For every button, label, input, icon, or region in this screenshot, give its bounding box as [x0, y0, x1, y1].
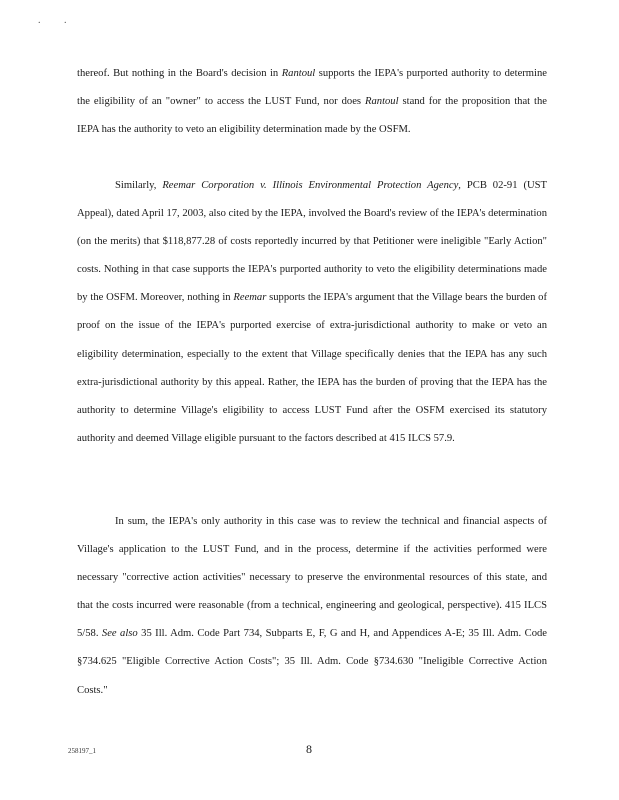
text-segment: In sum, the IEPA's only authority in this case was to review the technical and financial aspects of Village's application to the LUST Fund, and in the process, determine if the activities performed were necessary "corrective action activities" necessary to preserve the environmental resources of this state, and that the costs incurred were reasonable (from a technical, engineering and geological, perspective). 415 ILCS 5/58. [77, 516, 547, 640]
text-segment: stand for the proposition that the IEPA has the authority to veto an eligibility determination made by the OSFM. [77, 96, 547, 136]
paragraph-in-sum [77, 508, 547, 705]
scan-artifact: . [38, 15, 41, 26]
page-number: 8 [306, 742, 312, 756]
italic-citation: Rantoul [281, 68, 316, 79]
text-segment: 35 Ill. Adm. Code Part 734, Subparts E, F, G and H, and Appendices A-E; 35 Ill. Adm. Code §734.625 "Eligible Corrective Action Costs"; 35 Ill. Adm. Code §734.630 "Ineligible Corrective Action Costs." [77, 628, 547, 696]
italic-citation: Rantoul [365, 96, 399, 108]
text-segment: Similarly, [115, 180, 163, 191]
scan-artifact: . [64, 15, 67, 26]
paragraph-rantoul [77, 60, 547, 144]
italic-citation: Reemar [233, 292, 267, 304]
document-id: 258197_1 [68, 747, 96, 755]
text-segment: , PCB 02-91 (UST Appeal), dated April 17, 2003, also cited by the IEPA, involved the Board's review of the IEPA's determination (on the merits) that $118,877.28 of costs reportedly incurred by that Petitioner were ineligible "Early Action" costs. Nothing in that case supports the IEPA's purported authority to veto the eligibility determinations made by the OSFM. Moreover, nothing in [77, 180, 547, 304]
text-segment: supports the IEPA's purported authority to determine the eligibility of an "owner" to access the LUST Fund, nor does [77, 68, 547, 108]
text-segment: supports the IEPA's argument that the Village bears the burden of proof on the issue of the IEPA's purported exercise of extra-jurisdictional authority to make or veto an eligibility determination, especially to the extent that Village specifically denies that the IEPA has any such extra-jurisdictional authority by this appeal. Rather, the IEPA has the burden of proving that the IEPA has the authority to determine Village's eligibility to access LUST Fund after the OSFM exercised its statutory authority and deemed Village eligible pursuant to the factors described at 415 ILCS 57.9. [77, 292, 547, 444]
italic-citation: See also [101, 628, 138, 640]
italic-citation: Reemar Corporation v. Illinois Environmental Protection Agency [162, 180, 459, 191]
paragraph-reemar [77, 172, 547, 453]
text-segment: thereof. But nothing in the Board's decision in [77, 68, 282, 79]
